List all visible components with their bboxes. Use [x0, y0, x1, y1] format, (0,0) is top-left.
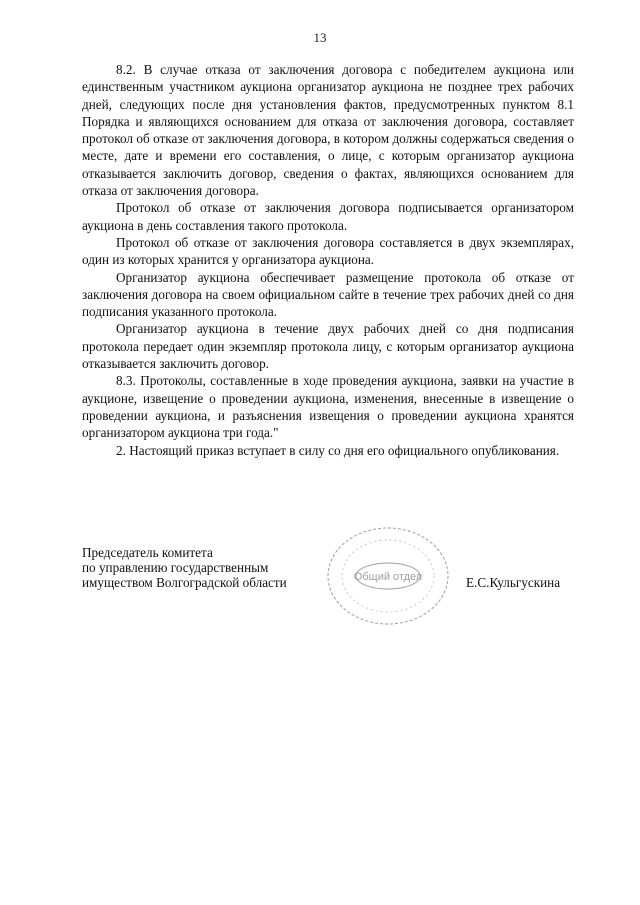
paragraph-protocol-signing: Протокол об отказе от заключения договора подписывается организатором аукциона в день составления такого протокола.	[82, 200, 574, 233]
signatory-name: Е.С.Кульгускина	[466, 575, 561, 590]
signatory-title-line-2: по управлению государственным	[82, 560, 269, 575]
paragraph-order-effect: 2. Настоящий приказ вступает в силу со дня его официального опубликования.	[116, 442, 560, 458]
paragraph-protocol-copies: Протокол об отказе от заключения договора составляется в двух экземплярах, один из которых хранится у организатора аукциона.	[82, 234, 574, 268]
official-stamp	[322, 522, 456, 630]
page-number: 13	[313, 30, 327, 45]
paragraph-8-3: 8.3. Протоколы, составленные в ходе проведения аукциона, заявки на участие в аукционе, извещение о проведении аукциона, изменения, внесенные в извещение о проведении аукциона, и разъяснения извещения о проведении аукциона хранятся организатором аукциона три года."	[82, 373, 574, 441]
signatory-title-line-1: Председатель комитета	[82, 545, 213, 560]
document-body	[82, 61, 574, 459]
signatory-title-line-3: имуществом Волгоградской области	[82, 575, 287, 590]
signatory-title	[82, 545, 287, 590]
paragraph-protocol-publication: Организатор аукциона обеспечивает размещение протокола об отказе от заключения договора на своем официальном сайте в течение трех рабочих дней со дня подписания указанного протокола.	[82, 269, 574, 320]
stamp-text: Общий отдел	[353, 571, 423, 583]
paragraph-protocol-transfer: Организатор аукциона в течение двух рабочих дней со дня подписания протокола передает один экземпляр протокола лицу, с которым организатор аукциона отказывается заключить договор.	[82, 321, 574, 372]
paragraph-8-2: 8.2. В случае отказа от заключения договора с победителем аукциона или единственным участником аукциона организатор аукциона не позднее трех рабочих дней, следующих после дня установления фактов, предусмотренных пунктом 8.1 Порядка и являющихся основанием для отказа от заключения договора, составляет протокол об отказе от заключения договора, в котором должны содержаться сведения о месте, дате и времени его составления, о лице, с которым организатор аукциона отказывается заключить договор, сведения о фактах, являющихся основанием для отказа от заключения договора.	[82, 62, 574, 199]
